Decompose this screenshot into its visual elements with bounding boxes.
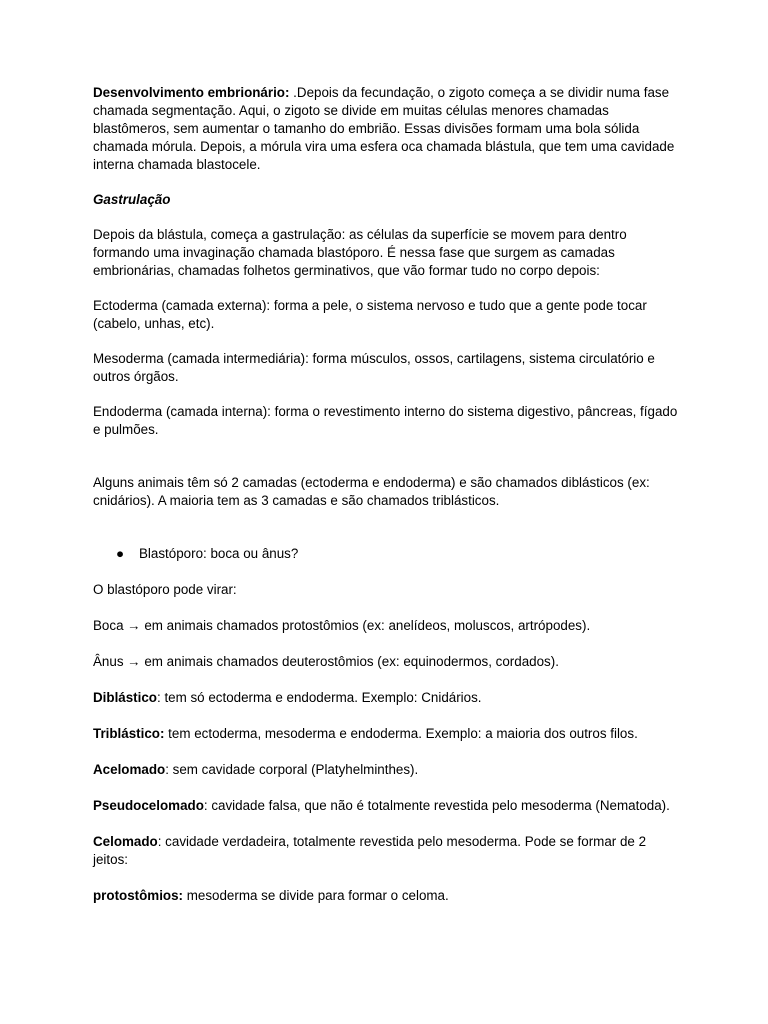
blastoporo-anus: Ânus → em animais chamados deuterostômios (ex: equinodermos, cordados). xyxy=(93,654,559,669)
definition-protostomios xyxy=(93,887,683,905)
definition-term: Pseudocelomado xyxy=(93,798,204,813)
definition-term: Acelomado xyxy=(93,762,166,777)
definition-text: : cavidade verdadeira, totalmente revestida pelo mesoderma. Pode se formar de 2 jeitos: xyxy=(93,834,647,867)
definition-term: protostômios: xyxy=(93,888,184,903)
definition-pseudocelomado xyxy=(93,797,683,815)
ectoderma-paragraph: Ectoderma (camada externa): forma a pele, o sistema nervoso e tudo que a gente pode tocar (cabelo, unhas, etc). xyxy=(93,298,647,331)
bullet-icon: ● xyxy=(116,546,125,561)
endoderma-paragraph: Endoderma (camada interna): forma o revestimento interno do sistema digestivo, pâncreas, fígado e pulmões. xyxy=(93,404,678,437)
definition-text: : sem cavidade corporal (Platyhelminthes). xyxy=(165,762,419,777)
gastrulacao-heading: Gastrulação xyxy=(93,192,171,207)
animals-paragraph: Alguns animais têm só 2 camadas (ectoderma e endoderma) e são chamados diblásticos (ex: cnidários). A maioria tem as 3 camadas e são chamados triblásticos. xyxy=(93,475,650,508)
definition-term: Diblástico xyxy=(93,690,157,705)
intro-text: .Depois da fecundação, o zigoto começa a se dividir numa fase chamada segmentação. Aqui, o zigoto se divide em muitas células menores chamadas blastômeros, sem aumentar o tamanho do embrião. Essas divisões formam uma bola sólida chamada mórula. Depois, a mórula vira uma esfera oca chamada blástula, que tem uma cavidade interna chamada blastocele. xyxy=(93,85,675,172)
definition-celomado xyxy=(93,833,683,869)
definition-triblastico xyxy=(93,725,683,743)
definition-text: : tem só ectoderma e endoderma. Exemplo: Cnidários. xyxy=(157,690,482,705)
mesoderma-paragraph: Mesoderma (camada intermediária): forma músculos, ossos, cartilagens, sistema circulatório e outros órgãos. xyxy=(93,351,655,384)
blastoporo-boca: Boca → em animais chamados protostômios (ex: anelídeos, moluscos, artrópodes). xyxy=(93,618,591,633)
intro-paragraph xyxy=(93,84,683,174)
bullet-list-item xyxy=(93,545,683,563)
definition-diblastico xyxy=(93,689,683,707)
definition-text: tem ectoderma, mesoderma e endoderma. Exemplo: a maioria dos outros filos. xyxy=(164,726,638,741)
definition-text: mesoderma se divide para formar o celoma. xyxy=(183,888,449,903)
blastoporo-intro: O blastóporo pode virar: xyxy=(93,582,237,597)
document-page xyxy=(93,84,683,905)
bullet-text: Blastóporo: boca ou ânus? xyxy=(139,546,299,561)
definition-acelomado xyxy=(93,761,683,779)
definition-term: Celomado xyxy=(93,834,158,849)
definition-term: Triblástico: xyxy=(93,726,165,741)
definition-text: : cavidade falsa, que não é totalmente revestida pelo mesoderma (Nematoda). xyxy=(203,798,670,813)
intro-label: Desenvolvimento embrionário: xyxy=(93,85,290,100)
gastrulacao-paragraph: Depois da blástula, começa a gastrulação: as células da superfície se movem para dentro formando uma invaginação chamada blastóporo. É nessa fase que surgem as camadas embrionárias, chamadas folhetos germinativos, que vão formar tudo no corpo depois: xyxy=(93,227,627,278)
